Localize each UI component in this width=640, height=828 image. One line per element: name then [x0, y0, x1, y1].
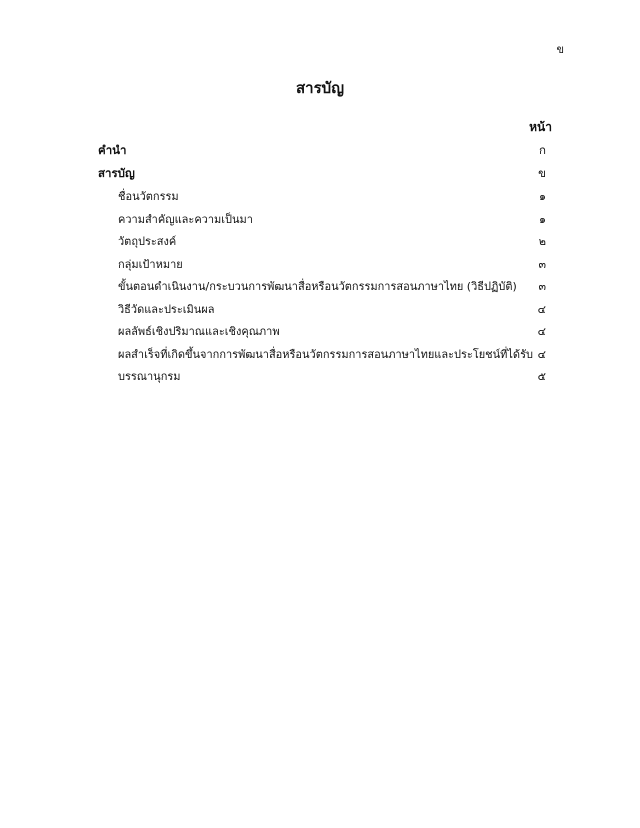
toc-entry: [98, 343, 546, 366]
toc-entry-label: สารบัญ: [98, 165, 135, 180]
toc-entry-page: ๔: [537, 325, 546, 339]
table-of-contents: [98, 140, 546, 388]
toc-entry-label: ผลสำเร็จที่เกิดขึ้นจากการพัฒนาสื่อหรือนวัตกรรมการสอนภาษาไทยและประโยชน์ที่ได้รับ: [118, 347, 533, 361]
toc-entry: [98, 230, 546, 253]
toc-entry: [98, 185, 546, 208]
toc-entry: [98, 140, 546, 163]
toc-entry: [98, 253, 546, 276]
toc-entry-page: ข: [538, 165, 546, 180]
toc-entry-page: ๕: [537, 370, 546, 384]
toc-entry-page: ๓: [538, 257, 546, 271]
toc-entry: [98, 275, 546, 298]
toc-entry-page: ๓: [538, 280, 546, 294]
toc-entry: [98, 208, 546, 231]
toc-entry-page: ๔: [537, 302, 546, 316]
toc-entry: [98, 298, 546, 321]
toc-entry-label: ความสำคัญและความเป็นมา: [118, 212, 253, 226]
toc-entry-label: วิธีวัดและประเมินผล: [118, 302, 215, 316]
page-title: สารบัญ: [296, 79, 344, 97]
toc-entry-label: ขั้นตอนดำเนินงาน/กระบวนการพัฒนาสื่อหรือนวัตกรรมการสอนภาษาไทย (วิธีปฏิบัติ): [118, 280, 517, 294]
toc-entry-label: คำนำ: [98, 143, 127, 158]
toc-entry-label: ผลลัพธ์เชิงปริมาณและเชิงคุณภาพ: [118, 325, 280, 339]
toc-entry-label: บรรณานุกรม: [118, 370, 181, 384]
toc-entry: [98, 365, 546, 388]
page-number: ข: [556, 43, 564, 56]
toc-entry: [98, 163, 546, 186]
toc-entry-label: วัตถุประสงค์: [118, 235, 177, 249]
page-column-header: หน้า: [529, 120, 552, 134]
toc-entry-page: ๔: [537, 347, 546, 361]
toc-entry: [98, 320, 546, 343]
toc-entry-label: ชื่อนวัตกรรม: [118, 190, 179, 204]
toc-entry-page: ๑: [539, 212, 546, 226]
toc-entry-page: ก: [539, 143, 546, 158]
toc-entry-label: กลุ่มเป้าหมาย: [118, 257, 183, 271]
toc-entry-page: ๑: [539, 190, 546, 204]
toc-entry-page: ๒: [538, 235, 546, 249]
